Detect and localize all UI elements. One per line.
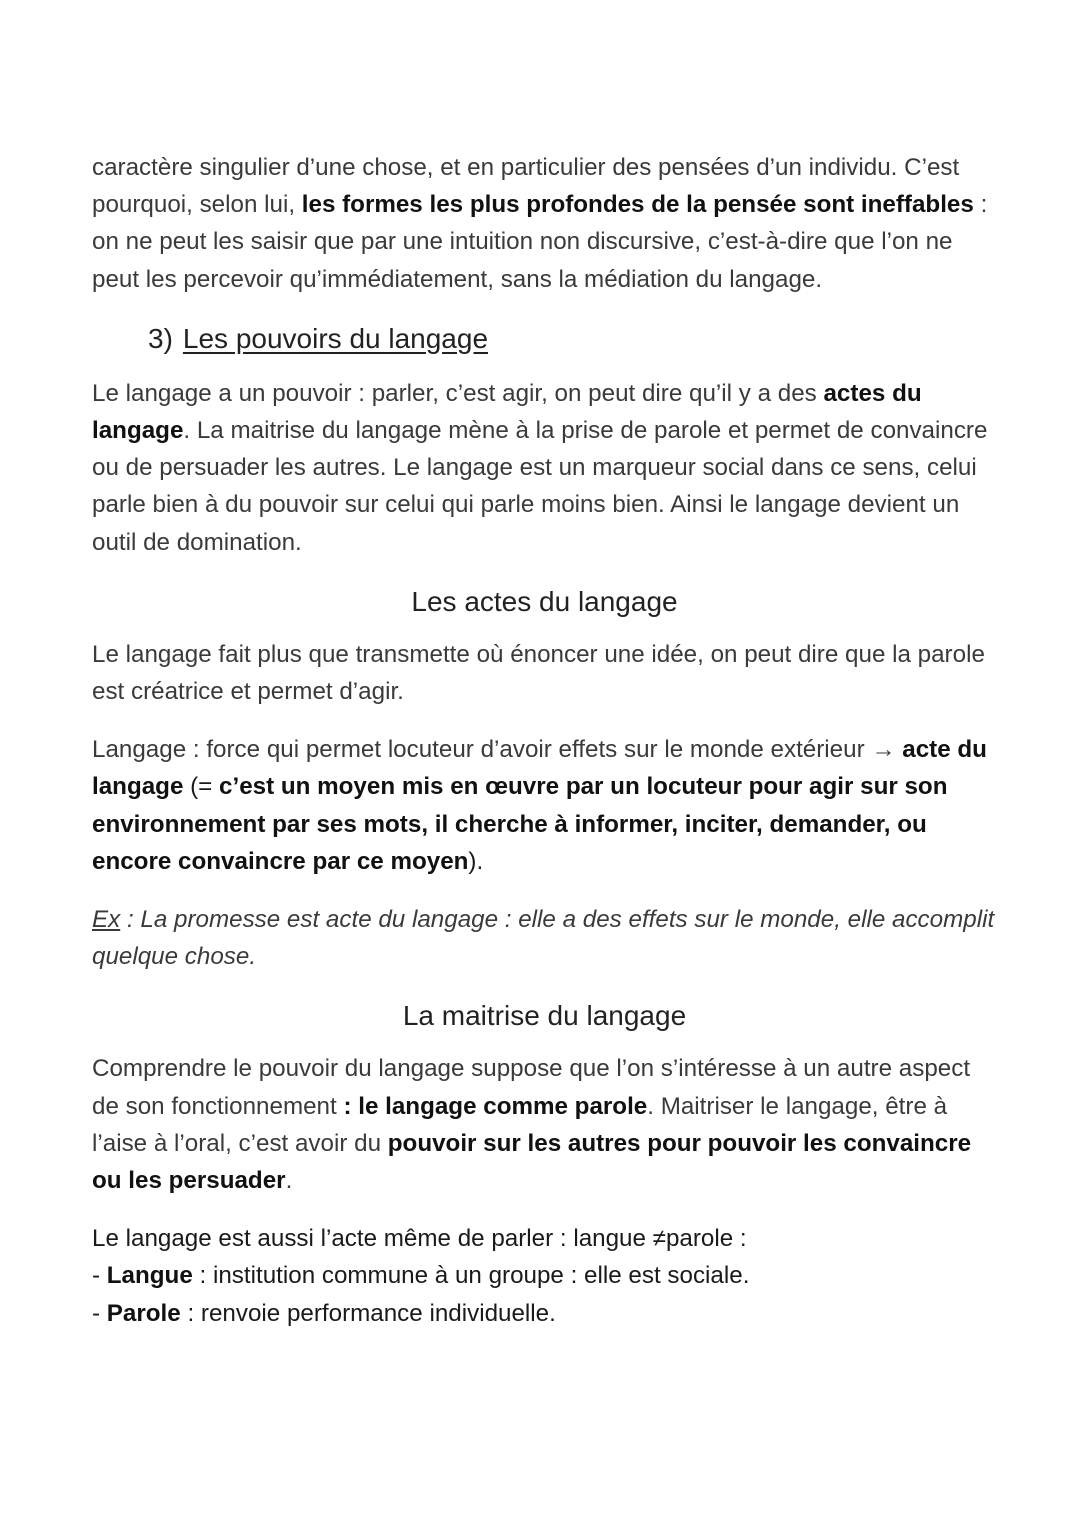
maitrise-bold-parole: : le langage comme parole xyxy=(343,1092,648,1120)
subheading-maitrise: La maitrise du langage xyxy=(402,1000,687,1032)
actes-bold-definition: c’est un moyen mis en œuvre par un locuteur pour agir sur son environnement par ses mots, il cherche à informer, inciter, demander, ou encore convaincre par ce moyen xyxy=(92,773,948,875)
pouvoir-paragraph xyxy=(92,375,997,561)
langue-intro: Le langage est aussi l’acte même de parler : langue ≠parole : xyxy=(92,1225,747,1253)
actes-text-2: (= xyxy=(183,773,220,801)
parole-definition: : renvoie performance individuelle. xyxy=(180,1299,556,1327)
pouvoir-bold-actes: actes du langage xyxy=(92,379,922,445)
maitrise-text-1: Comprendre le pouvoir du langage suppose que l’on s’intéresse à un autre aspect de son fonctionnement xyxy=(92,1055,971,1120)
section-title: Les pouvoirs du langage xyxy=(182,322,489,354)
actes-bold-acte: acte du langage xyxy=(92,736,987,801)
section-number: 3) xyxy=(148,322,173,354)
pouvoir-text-2: . La maitrise du langage mène à la prise de parole et permet de convaincre ou de persuader les autres. Le langage est un marqueur social dans ce sens, celui parle bien à du pouvoir sur celui qui parle moins bien. Ainsi le langage devient un outil de domination. xyxy=(92,417,988,556)
intro-text-1: caractère singulier d’une chose, et en particulier des pensées d’un individu. C’est pourquoi, selon lui, xyxy=(92,154,960,219)
intro-text-2: : on ne peut les saisir que par une intuition non discursive, c’est-à-dire que l’on ne peut les percevoir qu’immédiatement, sans la médiation du langage. xyxy=(92,191,988,293)
parole-item xyxy=(92,1295,997,1332)
actes-text-3: ). xyxy=(468,847,484,875)
actes-paragraph-2 xyxy=(92,731,997,880)
list-dash: - xyxy=(92,1262,107,1290)
langue-item xyxy=(92,1257,997,1294)
actes-text-1: Langage : force qui permet locuteur d’avoir effets sur le monde extérieur → xyxy=(92,736,903,764)
intro-paragraph xyxy=(92,149,997,298)
maitrise-text-2: . Maitriser le langage, être à l’aise à l’oral, c’est avoir du xyxy=(92,1092,948,1157)
intro-bold-ineffables: les formes les plus profondes de la pensée sont ineffables xyxy=(301,191,974,219)
maitrise-paragraph xyxy=(92,1050,997,1199)
maitrise-bold-pouvoir: pouvoir sur les autres pour pouvoir les convaincre ou les persuader xyxy=(92,1129,972,1195)
langue-term: Langue xyxy=(106,1262,193,1290)
list-dash: - xyxy=(92,1299,107,1327)
section-heading-pouvoirs xyxy=(148,319,997,359)
example-paragraph xyxy=(92,901,997,975)
example-label: Ex xyxy=(92,906,121,934)
pouvoir-text-1: Le langage a un pouvoir : parler, c’est agir, on peut dire qu’il y a des xyxy=(92,379,824,407)
subheading-actes: Les actes du langage xyxy=(411,585,678,617)
parole-term: Parole xyxy=(106,1299,181,1327)
langue-definition: : institution commune à un groupe : elle est sociale. xyxy=(192,1262,750,1290)
example-text: : La promesse est acte du langage : elle a des effets sur le monde, elle accomplit quelque chose. xyxy=(92,906,995,971)
document-page xyxy=(92,149,997,1332)
actes-paragraph-1: Le langage fait plus que transmette où énoncer une idée, on peut dire que la parole est créatrice et permet d’agir. xyxy=(92,640,985,706)
maitrise-text-3: . xyxy=(285,1167,293,1195)
